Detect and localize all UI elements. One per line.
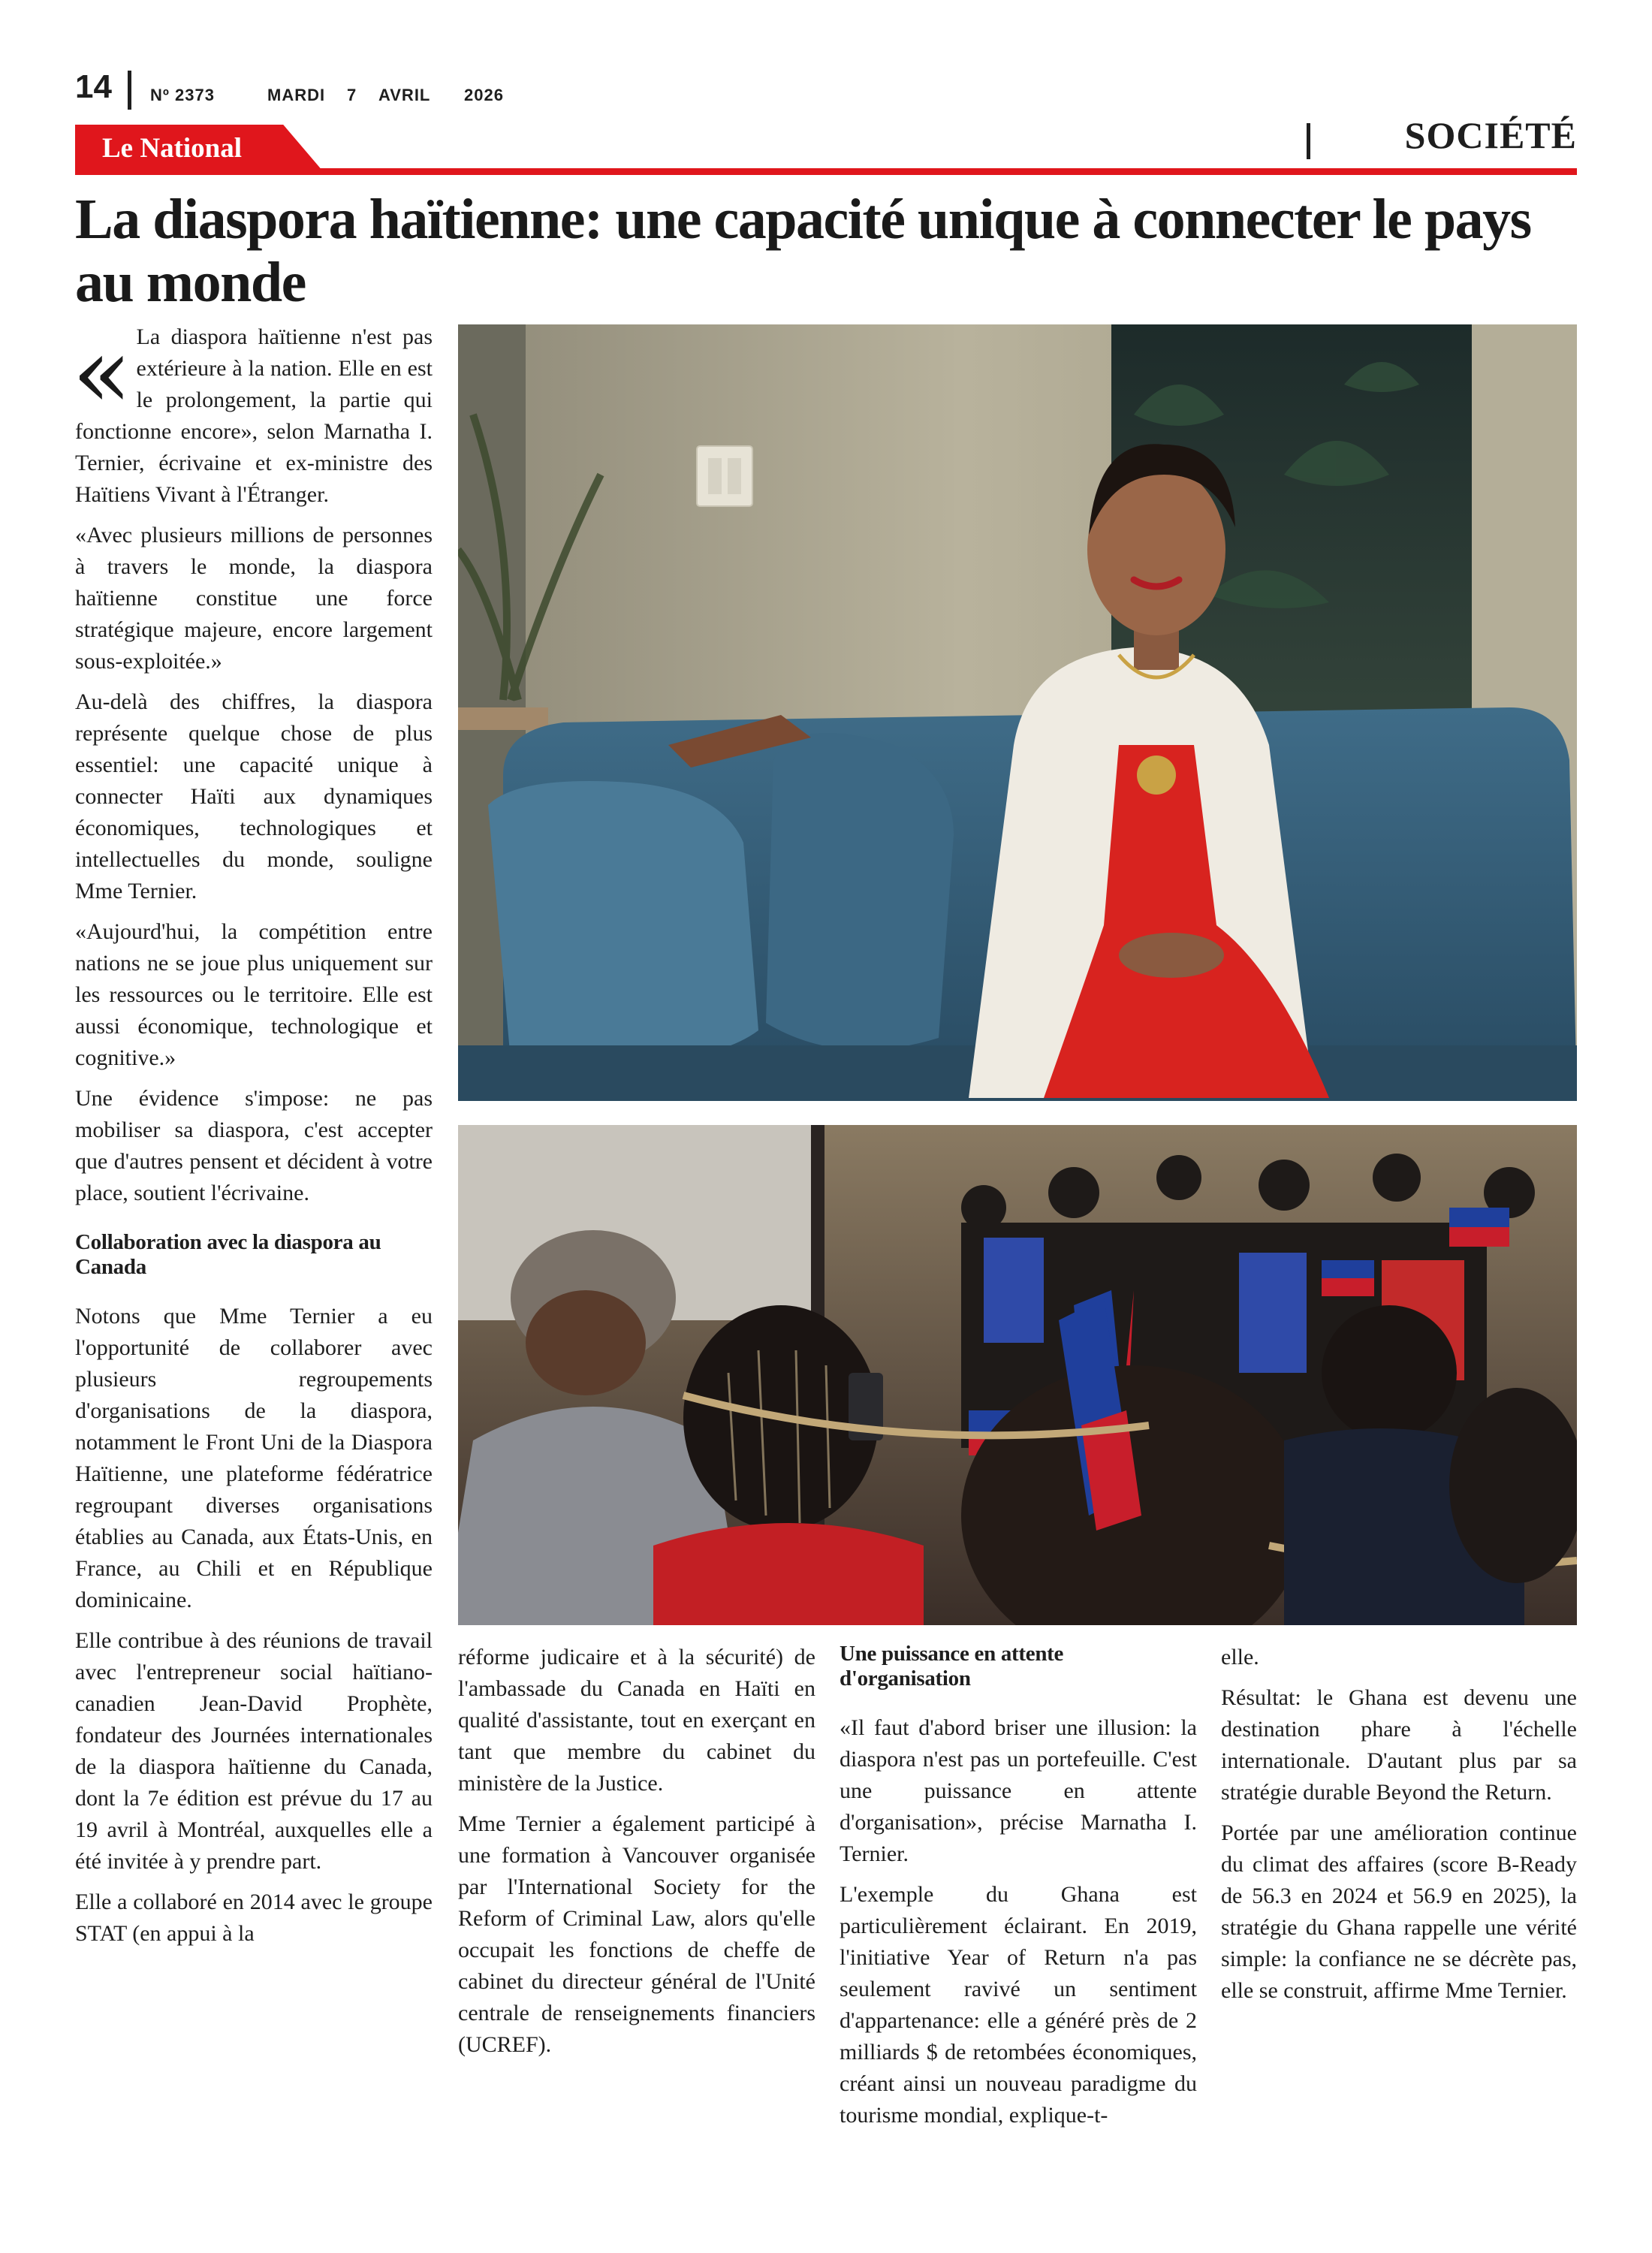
issue-number: Nº 2373 xyxy=(150,86,215,104)
portrait-photo xyxy=(458,324,1577,1101)
issue-day: MARDI xyxy=(267,86,326,104)
article-paragraph: Portée par une amélioration continue du climat des affaires (score B-Ready de 56.3 en 2024 et 56.9 en 2025), la stratégie du Ghana rappelle une vérité simple: la confiance ne se décrète pas, elle se construit, affirme Mme Ternier. xyxy=(1221,1820,1577,2003)
page-number-divider xyxy=(128,71,131,110)
article-paragraph xyxy=(72,315,433,511)
issue-month: AVRIL xyxy=(378,86,431,104)
article-paragraph: Elle contribue à des réunions de travail avec l'entrepreneur social haïtiano-canadien Jean-David Prophète, fondateur des Journées internationales de la diaspora haïtienne du Canada, dont la 7e édition est prévue du 17 au 19 avril à Montréal, auxquelles elle a été invitée à y prendre part. xyxy=(75,1628,433,1874)
article-paragraph: Résultat: le Ghana est devenu une destination phare à l'échelle internationale. D'autant plus par sa stratégie durable Beyond the Return. xyxy=(1221,1685,1577,1805)
article-paragraph: «Aujourd'hui, la compétition entre nations ne se joue plus uniquement sur les ressources ou le territoire. Elle est aussi économique, technologique et cognitive.» xyxy=(75,919,433,1070)
newspaper-brand: Le National xyxy=(102,133,243,164)
article-paragraph: Notons que Mme Ternier a eu l'opportunité de collaborer avec plusieurs regroupements d'organisations de la diaspora, notamment le Front Uni de la Diaspora Haïtienne, une plateforme fédératrice regroupant diverses organisations établies au Canada, aux États-Unis, en France, au Chili et en République dominicaine. xyxy=(75,1304,433,1612)
article-paragraph: Mme Ternier a également participé à une formation à Vancouver organisée par l'International Society for the Reform of Criminal Law, alors qu'elle occupait les fonctions de cheffe de cabinet du directeur général de l'Unité centrale de renseignements financiers (UCREF). xyxy=(458,1811,815,2057)
section-label: SOCIÉTÉ xyxy=(1404,114,1577,156)
paragraph-text: La diaspora haïtienne n'est pas extérieure à la nation. Elle en est le prolongement, la partie qui fonctionne encore», selon Marnatha I. Ternier, écrivaine et ex-ministre des Haïtiens Vivant à l'Étranger. xyxy=(75,324,433,507)
article-paragraph: «Il faut d'abord briser une illusion: la diaspora n'est pas un portefeuille. C'est une puissance en attente d'organisation», précise Marnatha I. Ternier. xyxy=(840,1715,1197,1866)
article-paragraph: elle. xyxy=(1221,1645,1259,1669)
subheading: Collaboration avec la diaspora au Canada xyxy=(75,1230,381,1279)
article-paragraph: Une évidence s'impose: ne pas mobiliser sa diaspora, c'est accepter que d'autres pensent et décident à votre place, soutient l'écrivaine. xyxy=(75,1086,433,1205)
article-paragraph: réforme judicaire et à la sécurité) de l'ambassade du Canada en Haïti en qualité d'assistante, tout en exerçant en tant que membre du cabinet du ministère de la Justice. xyxy=(458,1645,815,1796)
article-paragraph: Elle a collaboré en 2014 avec le groupe STAT (en appui à la xyxy=(75,1890,433,1946)
crowd-photo xyxy=(458,1125,1577,1625)
issue-date: 7 xyxy=(347,86,357,104)
article-paragraph: «Avec plusieurs millions de personnes à travers le monde, la diaspora haïtienne constitue une force stratégique majeure, encore largement sous-exploitée.» xyxy=(75,523,433,674)
article-paragraph: L'exemple du Ghana est particulièrement éclairant. En 2019, l'initiative Year of Return n'a pas seulement ravivé un sentiment d'appartenance: elle a généré près de 2 milliards $ de retombées économiques, créant ainsi un nouveau paradigme du tourisme mondial, explique-t- xyxy=(840,1882,1197,2128)
page-number: 14 xyxy=(75,68,112,105)
article-column-3 xyxy=(840,1642,1197,2140)
article-column-4 xyxy=(1221,1642,1577,2016)
article-column-2 xyxy=(458,1642,815,2070)
section-divider xyxy=(1307,123,1310,159)
issue-year: 2026 xyxy=(464,86,504,104)
header-rule xyxy=(75,168,1577,175)
article-column-1 xyxy=(72,315,433,1959)
article-headline: La diaspora haïtienne: une capacité unique à connecter le pays au monde xyxy=(75,188,1531,314)
article-paragraph: Au-delà des chiffres, la diaspora représente quelque chose de plus essentiel: une capacité unique à connecter Haïti aux dynamiques économiques, technologiques et intellectuelles du monde, souligne Mme Ternier. xyxy=(75,689,433,903)
subheading: Une puissance en attente d'organisation xyxy=(840,1642,1064,1691)
drop-quote-mark: « xyxy=(72,315,132,430)
